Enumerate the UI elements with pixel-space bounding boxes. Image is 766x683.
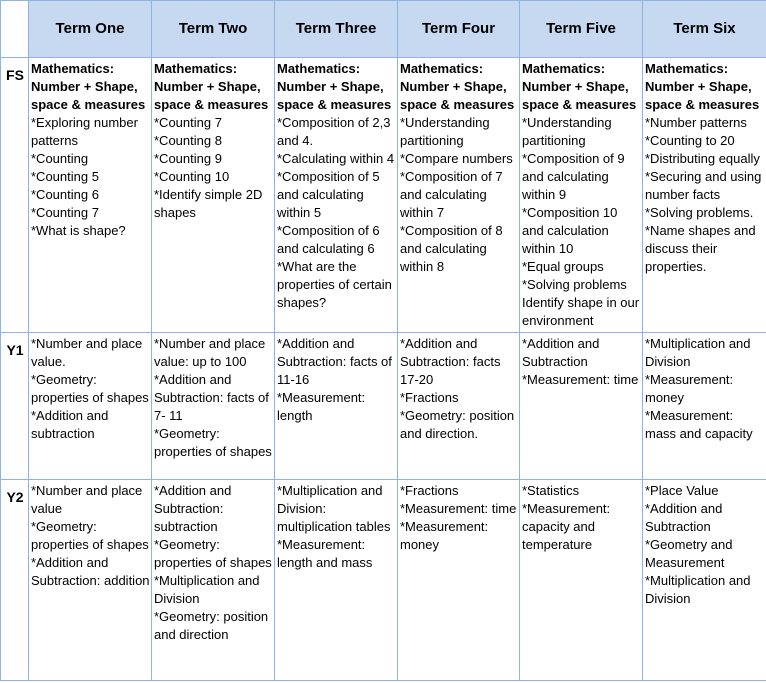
cell-item: *Counting 9 [154, 151, 222, 166]
cell-item: Identify shape in our environment [522, 295, 640, 328]
cell-item: *Place Value [645, 483, 719, 498]
cell-heading-line: space & measures [522, 97, 637, 112]
cell-heading-line: space & measures [31, 97, 146, 112]
cell-fs-term-one [29, 58, 152, 333]
header-row [1, 1, 766, 58]
cell-item: *Number and place value. [31, 336, 143, 369]
cell-item: *Statistics [522, 483, 580, 498]
row-label-fs: FS [1, 58, 29, 333]
table-row-fs [1, 58, 766, 333]
cell-item: *Geometry: properties of shapes [31, 372, 149, 405]
cell-item: *Number and place value [31, 483, 143, 516]
cell-item: *Multiplication and Division [645, 336, 751, 369]
cell-heading-line: Number + Shape, [277, 79, 384, 94]
cell-item: *Composition of 7 and calculating within 7 [400, 169, 503, 220]
table-row-y2 [1, 480, 766, 681]
cell-heading-line: Mathematics: [31, 61, 115, 76]
cell-item: *Composition of 2,3 and 4. [277, 115, 391, 148]
cell-fs-term-six [643, 58, 766, 333]
cell-item: *Equal groups [522, 259, 604, 274]
cell-item: *Measurement: money [645, 372, 734, 405]
cell-y1-term-five [520, 333, 643, 480]
cell-item: *Number and place value: up to 100 [154, 336, 266, 369]
cell-heading-line: space & measures [154, 97, 269, 112]
cell-item: *Composition 10 and calculation within 10 [522, 205, 618, 256]
cell-item: *Geometry: position and direction. [400, 408, 515, 441]
cell-item: *Addition and Subtraction: facts of 7- 11 [154, 372, 269, 423]
cell-item: *Number patterns [645, 115, 747, 130]
cell-item: *Multiplication and Division [154, 573, 260, 606]
cell-y2-term-four [398, 480, 520, 681]
cell-item: *Geometry: position and direction [154, 609, 269, 642]
cell-item: *Understanding partitioning [522, 115, 612, 148]
column-header-term-one: Term One [29, 1, 152, 58]
cell-heading-line: Number + Shape, [31, 79, 138, 94]
cell-y1-term-three [275, 333, 398, 480]
row-label-y1: Y1 [1, 333, 29, 480]
cell-item: *Addition and Subtraction: facts of 11-16 [277, 336, 392, 387]
cell-heading-line: Mathematics: [154, 61, 238, 76]
cell-item: *Counting 6 [31, 187, 99, 202]
cell-item: *Addition and Subtraction [645, 501, 723, 534]
cell-item: *Securing and using number facts [645, 169, 762, 202]
cell-item: *Measurement: time [400, 501, 517, 516]
cell-item: *Geometry and Measurement [645, 537, 733, 570]
cell-y2-term-three [275, 480, 398, 681]
cell-item: *What are the properties of certain shapes? [277, 259, 392, 310]
column-header-term-six: Term Six [643, 1, 766, 58]
cell-item: *Addition and Subtraction [522, 336, 600, 369]
cell-heading-line: Mathematics: [277, 61, 361, 76]
table-row-y1 [1, 333, 766, 480]
cell-item: *Distributing equally [645, 151, 760, 166]
cell-item: *Compare numbers [400, 151, 513, 166]
cell-item: *Counting 5 [31, 169, 99, 184]
cell-item: *Counting 8 [154, 133, 222, 148]
cell-item: *Fractions [400, 390, 459, 405]
cell-item: *Measurement: length and mass [277, 537, 373, 570]
cell-item: *Addition and Subtraction: subtraction [154, 483, 232, 534]
cell-heading-line: Mathematics: [645, 61, 729, 76]
cell-fs-term-three [275, 58, 398, 333]
cell-heading-line: Number + Shape, [154, 79, 261, 94]
cell-item: *Counting 10 [154, 169, 230, 184]
cell-fs-term-four [398, 58, 520, 333]
cell-item: *Fractions [400, 483, 459, 498]
cell-item: *Measurement: length [277, 390, 366, 423]
cell-y1-term-two [152, 333, 275, 480]
cell-item: *Composition of 9 and calculating within 9 [522, 151, 625, 202]
cell-item: *Counting to 20 [645, 133, 735, 148]
cell-heading-line: Mathematics: [522, 61, 606, 76]
column-header-term-three: Term Three [275, 1, 398, 58]
cell-heading-line: Number + Shape, [400, 79, 507, 94]
cell-item: *Addition and subtraction [31, 408, 109, 441]
cell-y1-term-six [643, 333, 766, 480]
cell-heading-line: Mathematics: [400, 61, 484, 76]
cell-item: *What is shape? [31, 223, 126, 238]
cell-y2-term-one [29, 480, 152, 681]
cell-item: *Addition and Subtraction: facts 17-20 [400, 336, 501, 387]
cell-item: *Measurement: mass and capacity [645, 408, 753, 441]
cell-heading-line: Number + Shape, [522, 79, 629, 94]
cell-item: *Counting 7 [31, 205, 99, 220]
cell-heading-line: Number + Shape, [645, 79, 752, 94]
cell-item: *Measurement: money [400, 519, 489, 552]
cell-item: *Solving problems. [645, 205, 754, 220]
cell-item: *Solving problems [522, 277, 627, 292]
cell-item: *Composition of 8 and calculating within 8 [400, 223, 503, 274]
cell-item: *Geometry: properties of shapes [154, 537, 272, 570]
cell-y1-term-four [398, 333, 520, 480]
cell-item: *Geometry: properties of shapes [31, 519, 149, 552]
cell-fs-term-two [152, 58, 275, 333]
corner-cell [1, 1, 29, 58]
cell-item: *Identify simple 2D shapes [154, 187, 263, 220]
cell-heading-line: space & measures [277, 97, 392, 112]
cell-y2-term-two [152, 480, 275, 681]
cell-item: *Geometry: properties of shapes [154, 426, 272, 459]
cell-y1-term-one [29, 333, 152, 480]
cell-item: *Counting 7 [154, 115, 222, 130]
cell-item: *Measurement: capacity and temperature [522, 501, 611, 552]
cell-item: *Calculating within 4 [277, 151, 395, 166]
cell-item: *Counting [31, 151, 89, 166]
row-label-y2: Y2 [1, 480, 29, 681]
column-header-term-two: Term Two [152, 1, 275, 58]
cell-y2-term-five [520, 480, 643, 681]
cell-item: *Exploring number patterns [31, 115, 138, 148]
cell-item: *Multiplication and Division: multiplication tables [277, 483, 391, 534]
cell-fs-term-five [520, 58, 643, 333]
cell-item: *Name shapes and discuss their properties. [645, 223, 756, 274]
cell-item: *Understanding partitioning [400, 115, 490, 148]
cell-heading-line: space & measures [645, 97, 760, 112]
column-header-term-five: Term Five [520, 1, 643, 58]
cell-heading-line: space & measures [400, 97, 515, 112]
cell-item: *Composition of 5 and calculating within 5 [277, 169, 380, 220]
cell-item: *Addition and Subtraction: addition [31, 555, 150, 588]
cell-item: *Measurement: time [522, 372, 639, 387]
cell-item: *Multiplication and Division [645, 573, 751, 606]
cell-item: *Composition of 6 and calculating 6 [277, 223, 380, 256]
column-header-term-four: Term Four [398, 1, 520, 58]
cell-y2-term-six [643, 480, 766, 681]
